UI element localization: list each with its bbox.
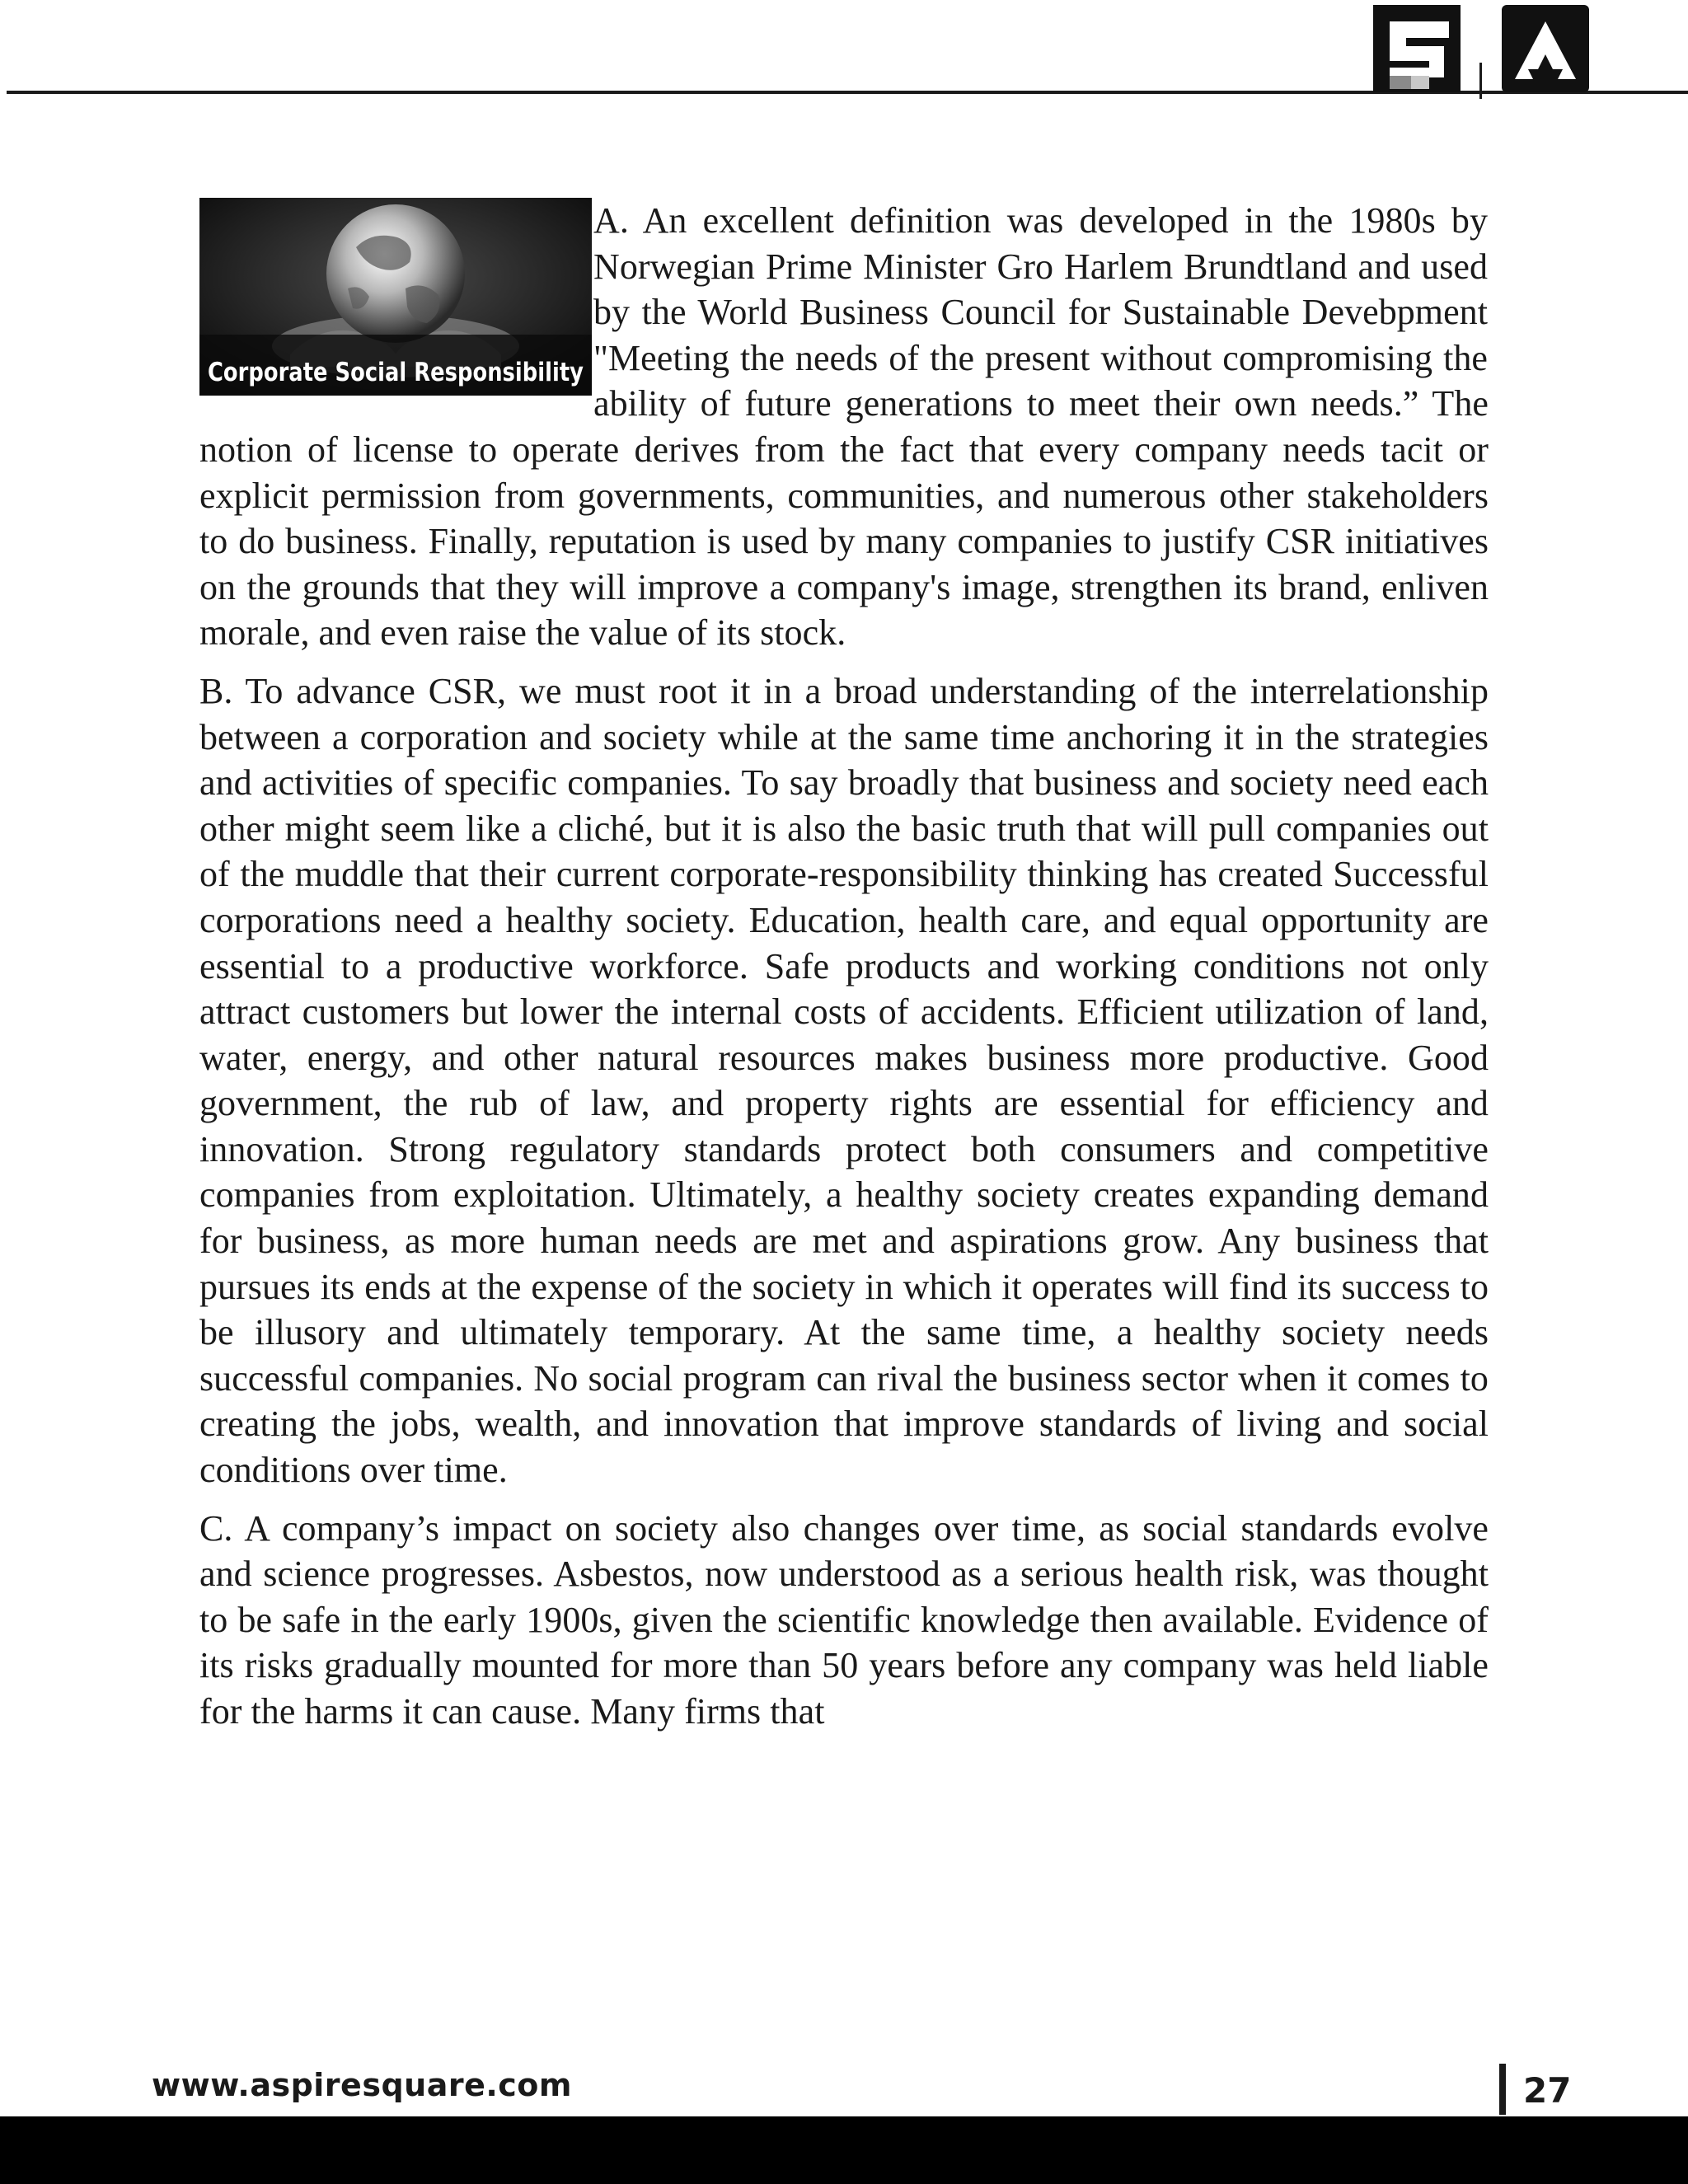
- footer-website-link[interactable]: www.aspiresquare.com: [152, 2067, 573, 2103]
- paragraph-c: C. A company’s impact on society also changes over time, as social standards evolve and science progresses. Asbestos, now understood as a serious health risk, was thought to be safe in the early 1900s, given the scientific knowledge then available. Evidence of its risks gradually mounted for more than 50 years before any company was held liable for the harms it can cause. Many firms that: [199, 1507, 1489, 1732]
- document-body: [199, 198, 1489, 1747]
- paragraph-a: A. An excellent definition was developed in the 1980s by Norwegian Prime Minister Gro Harlem Brundtland and used by the World Business Council for Sustainable Devebpment "Meeting the needs of the present without compromising the ability of future generations to meet their own needs.” The notion of license to operate derives from the fact that every company needs tacit or explicit permission from governments, communities, and numerous other stakeholders to do business. Finally, reputation is used by many companies to justify CSR initiatives on the grounds that they will improve a company's image, strengthen its brand, enliven morale, and even raise the value of its stock.: [199, 200, 1489, 654]
- footer-band: [0, 2116, 1688, 2184]
- logo-separator: [1479, 63, 1482, 99]
- figure-caption: Corporate Social Responsibility: [208, 358, 584, 387]
- globe-in-hands-icon: [199, 198, 592, 396]
- paragraph-b: B. To advance CSR, we must root it in a broad understanding of the interrelationship between a corporation and society while at the same time anchoring it in the strategies and activities of specific companies. To say broadly that business and society need each other might seem like a cliché, but it is also the basic truth that will pull companies out of the muddle that their current corporate-responsibility thinking has created Successful corporations need a healthy society. Education, health care, and equal opportunity are essential to a productive workforce. Safe products and working conditions not only attract customers but lower the internal costs of accidents. Efficient utilization of land, water, energy, and other natural resources makes business more productive. Good government, the rub of law, and property rights are essential for efficiency and innovation. Strong regulatory standards protect both consumers and competitive companies from exploitation. Ultimately, a healthy society creates expanding demand for business, as more human needs are met and aspirations grow. Any business that pursues its ends at the expense of the society in which it operates will find its success to be illusory and ultimately temporary. At the same time, a healthy society needs successful companies. No social program can rival the business sector when it comes to creating the jobs, wealth, and innovation that improve standards of living and social conditions over time.: [199, 670, 1489, 1491]
- page-number-bar: [1499, 2064, 1506, 2115]
- page-number: 27: [1523, 2070, 1572, 2111]
- csr-figure: [199, 198, 592, 396]
- figure-spacer: [1488, 198, 1489, 351]
